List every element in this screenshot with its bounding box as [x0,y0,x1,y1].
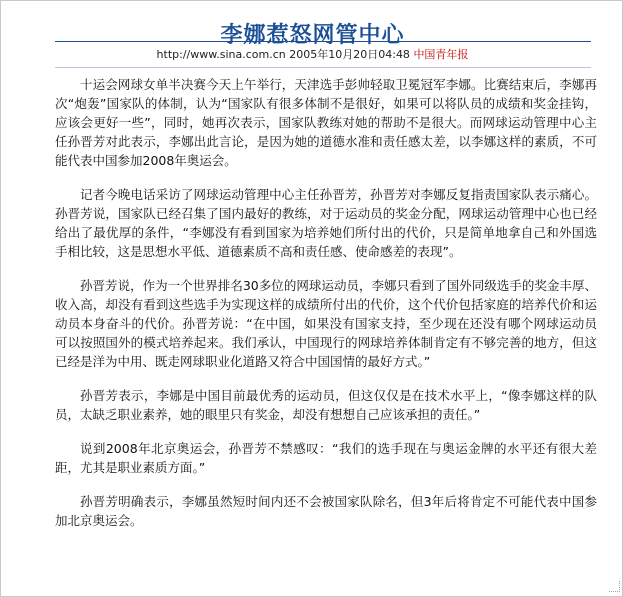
title-divider [55,41,591,42]
source-link[interactable]: 中国青年报 [413,48,469,61]
resize-corner-icon [609,581,620,592]
paragraph: 记者今晚电话采访了网球运动管理中心主任孙晋芳，孙晋芳对李娜反复指责国家队表示痛心。孙晋芳说，国家队已经召集了国内最好的教练，对于运动员的奖金分配，网球运动管理中心也已经给出了最优厚的条件，“李娜没有看到国家为培养她们所付出的代价，只是简单地拿自己和外国选手相比较，这是思想水平低、道德素质不高和责任感、使命感差的表现”。 [55,187,597,259]
article-body [55,75,597,545]
paragraph: 孙晋芳明确表示，李娜虽然短时间内还不会被国家队除名，但3年后将肯定不可能代表中国参加北京奥运会。 [55,494,597,528]
publish-date: 2005年10月20日 [289,48,379,61]
paragraph: 孙晋芳说，作为一个世界排名30多位的网球运动员，李娜只看到了国外同级选手的奖金丰厚、收入高，却没有看到这些选手为实现这样的成绩所付出的代价，这个代价包括家庭的培养代价和运动员本身奋斗的代价。孙晋芳说：“在中国，如果没有国家支持，至少现在还没有哪个网球运动员可以按照国外的模式培养起来。我们承认，中国现行的网球培养体制肯定有不够完善的地方，但这已经是洋为中用、既走网球职业化道路又符合中国国情的最好方式。” [55,278,597,369]
paragraph: 孙晋芳表示，李娜是中国目前最优秀的运动员，但这仅仅是在技术水平上，“像李娜这样的队员，太缺乏职业素养，她的眼里只有奖金，却没有想想自己应该承担的责任。” [55,388,597,422]
meta-divider [55,67,591,68]
source-url: http://www.sina.com.cn [156,48,286,61]
article-meta [1,47,623,63]
paragraph: 十运会网球女单半决赛今天上午举行，天津选手彭帅轻取卫冕冠军李娜。比赛结束后，李娜再次“炮轰”国家队的体制，认为“国家队有很多体制不是很好，如果可以将队员的成绩和奖金挂钩，应该会更好一些”，同时，她再次表示，国家队教练对她的帮助不是很大。而网球运动管理中心主任孙晋芳对此表示，李娜出此言论，是因为她的道德水准和责任感太差，以李娜这样的素质，不可能代表中国参加2008年奥运会。 [55,77,597,168]
publish-time: 04:48 [378,48,410,61]
paragraph: 说到2008年北京奥运会，孙晋芳不禁感叹：“我们的选手现在与奥运金牌的水平还有很大差距，尤其是职业素质方面。” [55,441,597,475]
article-title: 李娜惹怒网管中心 [220,21,405,48]
